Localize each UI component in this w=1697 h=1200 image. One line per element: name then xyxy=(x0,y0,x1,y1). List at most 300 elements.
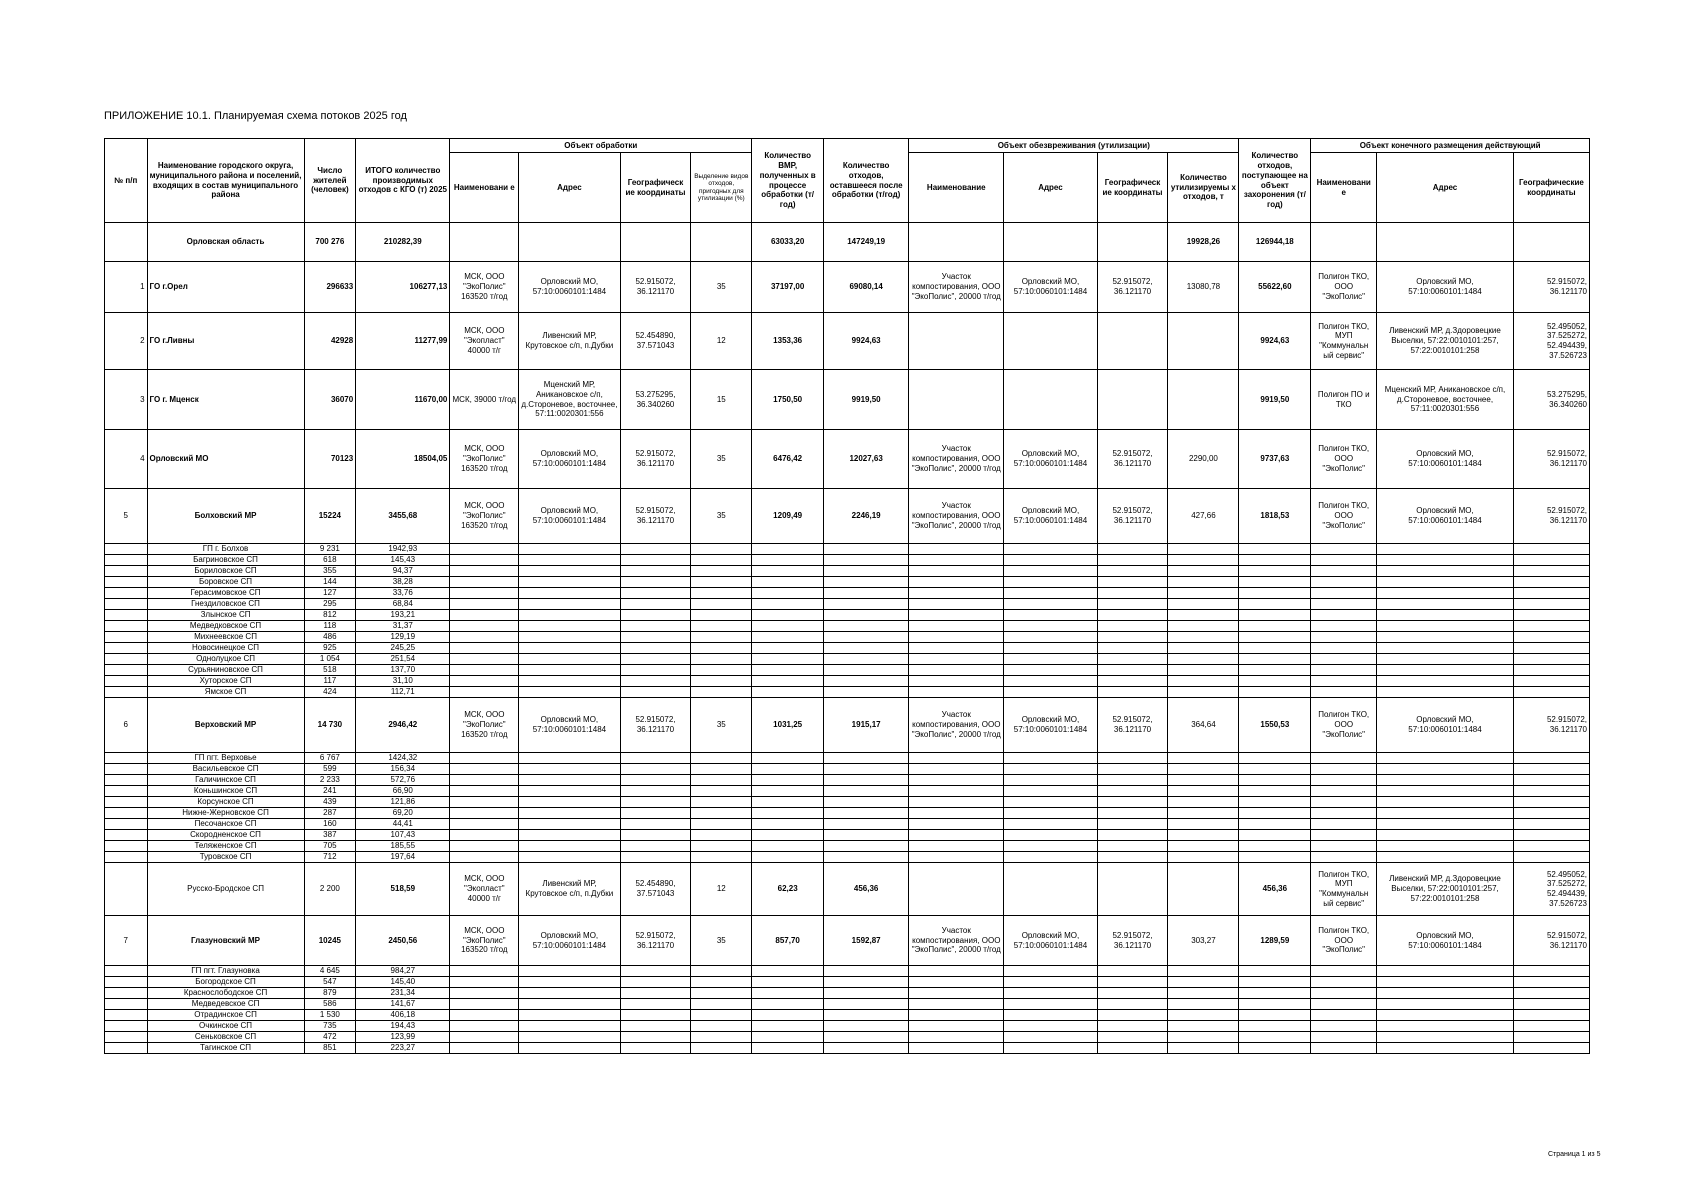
settlement-name: Злынское СП xyxy=(147,610,304,621)
disposal-qty: 1550,53 xyxy=(1239,698,1311,753)
settlement-row xyxy=(105,621,1590,632)
final-address: Орловский МО, 57:10:0060101:1484 xyxy=(1377,430,1514,489)
final-address: Орловский МО, 57:10:0060101:1484 xyxy=(1377,262,1514,313)
settlement-total: 406,18 xyxy=(356,1010,450,1021)
proc-address: Орловский МО, 57:10:0060101:1484 xyxy=(519,916,620,966)
row-name: ГО г. Мценск xyxy=(147,370,304,430)
settlement-total: 33,76 xyxy=(356,588,450,599)
final-address: Орловский МО, 57:10:0060101:1484 xyxy=(1377,489,1514,544)
settlement-name: Богородское СП xyxy=(147,977,304,988)
util-geo: 52.915072, 36.121170 xyxy=(1097,916,1168,966)
region-total: 210282,39 xyxy=(356,223,450,262)
settlement-pop: 160 xyxy=(304,819,356,830)
final-address: Орловский МО, 57:10:0060101:1484 xyxy=(1377,916,1514,966)
settlement-total: 251,54 xyxy=(356,654,450,665)
settlement-pop: 1 054 xyxy=(304,654,356,665)
util-qty: 303,27 xyxy=(1168,916,1239,966)
settlement-name: Ямское СП xyxy=(147,687,304,698)
row-vmr: 6476,42 xyxy=(752,430,824,489)
final-geo: 52.915072, 36.121170 xyxy=(1513,262,1589,313)
settlement-pop: 241 xyxy=(304,786,356,797)
settlement-total: 1424,32 xyxy=(356,753,450,764)
row-remain: 12027,63 xyxy=(824,430,909,489)
final-name: Полигон ТКО, МУП "Коммунальн ый сервис" xyxy=(1311,863,1377,916)
region-name: Орловская область xyxy=(147,223,304,262)
settlement-total: 193,21 xyxy=(356,610,450,621)
disposal-qty: 9924,63 xyxy=(1239,313,1311,370)
row-num: 7 xyxy=(105,916,148,966)
row-remain: 1915,17 xyxy=(824,698,909,753)
util-address: Орловский МО, 57:10:0060101:1484 xyxy=(1004,698,1097,753)
group-header-utilization: Объект обезвреживания (утилизации) xyxy=(909,139,1239,153)
settlement-total: 107,43 xyxy=(356,830,450,841)
settlement-row xyxy=(105,610,1590,621)
table-row xyxy=(105,863,1590,916)
settlement-name: Туровское СП xyxy=(147,852,304,863)
settlement-name: Теляженское СП xyxy=(147,841,304,852)
row-remain: 69080,14 xyxy=(824,262,909,313)
settlement-name: Песочанское СП xyxy=(147,819,304,830)
disposal-qty: 55622,60 xyxy=(1239,262,1311,313)
util-name: Участок компостирования, ООО "ЭкоПолис", 20000 т/год xyxy=(909,916,1004,966)
settlement-row xyxy=(105,988,1590,999)
util-name: Участок компостирования, ООО "ЭкоПолис", 20000 т/год xyxy=(909,430,1004,489)
proc-address: Орловский МО, 57:10:0060101:1484 xyxy=(519,262,620,313)
glazun-settlements xyxy=(105,966,1590,1054)
proc-address: Орловский МО, 57:10:0060101:1484 xyxy=(519,489,620,544)
settlement-pop: 439 xyxy=(304,797,356,808)
bolkhov-settlements xyxy=(105,544,1590,698)
col-header-num: № п/п xyxy=(105,139,148,223)
col-header-util-geo: Географическ ие координаты xyxy=(1097,153,1168,223)
row-total: 11277,99 xyxy=(356,313,450,370)
proc-name: МСК, 39000 т/год xyxy=(450,370,519,430)
settlement-name: Герасимовское СП xyxy=(147,588,304,599)
util-name: Участок компостирования, ООО "ЭкоПолис", 20000 т/год xyxy=(909,698,1004,753)
settlement-total: 145,43 xyxy=(356,555,450,566)
util-geo: 52.915072, 36.121170 xyxy=(1097,698,1168,753)
final-name: Полигон ТКО, ООО "ЭкоПолис" xyxy=(1311,262,1377,313)
settlement-row xyxy=(105,797,1590,808)
row-vmr: 1353,36 xyxy=(752,313,824,370)
settlement-pop: 287 xyxy=(304,808,356,819)
proc-selection: 35 xyxy=(691,262,752,313)
proc-geo: 52.915072, 36.121170 xyxy=(620,262,691,313)
row-vmr: 1031,25 xyxy=(752,698,824,753)
settlement-total: 984,27 xyxy=(356,966,450,977)
settlement-name: Новосинецкое СП xyxy=(147,643,304,654)
col-header-proc-name: Наименовани е xyxy=(450,153,519,223)
final-geo: 52.495052, 37.525272, 52.494439, 37.526723 xyxy=(1513,313,1589,370)
proc-selection: 15 xyxy=(691,370,752,430)
settlement-row xyxy=(105,977,1590,988)
settlement-row xyxy=(105,819,1590,830)
row-pop: 14 730 xyxy=(304,698,356,753)
proc-name: МСК, ООО "ЭкоПолис" 163520 т/год xyxy=(450,262,519,313)
settlement-total: 69,20 xyxy=(356,808,450,819)
final-geo: 52.915072, 36.121170 xyxy=(1513,698,1589,753)
disposal-qty: 1818,53 xyxy=(1239,489,1311,544)
region-vmr: 63033,20 xyxy=(752,223,824,262)
waste-flow-table xyxy=(104,138,1590,1054)
proc-geo: 52.915072, 36.121170 xyxy=(620,916,691,966)
settlement-name: Однолуцкое СП xyxy=(147,654,304,665)
row-num: 5 xyxy=(105,489,148,544)
settlement-row xyxy=(105,566,1590,577)
proc-selection: 12 xyxy=(691,313,752,370)
settlement-pop: 144 xyxy=(304,577,356,588)
table-row xyxy=(105,430,1590,489)
row-name: Болховский МР xyxy=(147,489,304,544)
settlement-pop: 879 xyxy=(304,988,356,999)
row-total: 518,59 xyxy=(356,863,450,916)
region-disposal-qty: 126944,18 xyxy=(1239,223,1311,262)
proc-name: МСК, ООО "ЭкоПолис" 163520 т/год xyxy=(450,916,519,966)
settlement-pop: 2 233 xyxy=(304,775,356,786)
settlement-total: 129,19 xyxy=(356,632,450,643)
util-name: Участок компостирования, ООО "ЭкоПолис", 20000 т/год xyxy=(909,489,1004,544)
settlement-name: Корсунское СП xyxy=(147,797,304,808)
region-util-qty: 19928,26 xyxy=(1168,223,1239,262)
settlement-name: Краснослободское СП xyxy=(147,988,304,999)
settlement-name: Галичинское СП xyxy=(147,775,304,786)
settlement-total: 156,34 xyxy=(356,764,450,775)
settlement-row xyxy=(105,999,1590,1010)
settlement-total: 66,90 xyxy=(356,786,450,797)
disposal-qty: 456,36 xyxy=(1239,863,1311,916)
settlement-name: Нижне-Жерновское СП xyxy=(147,808,304,819)
settlement-pop: 599 xyxy=(304,764,356,775)
settlement-row xyxy=(105,599,1590,610)
proc-name: МСК, ООО "ЭкоПолис" 163520 т/год xyxy=(450,430,519,489)
settlement-name: Багриновское СП xyxy=(147,555,304,566)
col-header-proc-selection: Выделение видов отходов, пригодных для утилизации (%) xyxy=(691,153,752,223)
final-address: Ливенский МР, д.Здоровецкие Выселки, 57:22:0010101:257, 57:22:0010101:258 xyxy=(1377,313,1514,370)
final-name: Полигон ПО и ТКО xyxy=(1311,370,1377,430)
disposal-qty: 9919,50 xyxy=(1239,370,1311,430)
settlement-pop: 925 xyxy=(304,643,356,654)
final-geo: 52.915072, 36.121170 xyxy=(1513,430,1589,489)
settlement-pop: 712 xyxy=(304,852,356,863)
settlement-name: Сеньковское СП xyxy=(147,1032,304,1043)
settlement-total: 31,37 xyxy=(356,621,450,632)
settlement-total: 194,43 xyxy=(356,1021,450,1032)
settlement-row xyxy=(105,555,1590,566)
row-remain: 9919,50 xyxy=(824,370,909,430)
row-remain: 1592,87 xyxy=(824,916,909,966)
page-title: ПРИЛОЖЕНИЕ 10.1. Планируемая схема потоков 2025 год xyxy=(104,110,407,122)
row-remain: 9924,63 xyxy=(824,313,909,370)
settlement-pop: 547 xyxy=(304,977,356,988)
group-header-processing: Объект обработки xyxy=(450,139,752,153)
settlement-pop: 387 xyxy=(304,830,356,841)
region-remain: 147249,19 xyxy=(824,223,909,262)
settlement-row xyxy=(105,1043,1590,1054)
settlement-total: 112,71 xyxy=(356,687,450,698)
col-header-final-geo: Географические координаты xyxy=(1513,153,1589,223)
settlement-total: 572,76 xyxy=(356,775,450,786)
settlement-pop: 1 530 xyxy=(304,1010,356,1021)
row-pop: 296633 xyxy=(304,262,356,313)
row-num: 2 xyxy=(105,313,148,370)
proc-geo: 52.915072, 36.121170 xyxy=(620,430,691,489)
col-header-final-address: Адрес xyxy=(1377,153,1514,223)
final-geo: 53.275295, 36.340260 xyxy=(1513,370,1589,430)
util-address: Орловский МО, 57:10:0060101:1484 xyxy=(1004,262,1097,313)
col-header-pop: Число жителей (человек) xyxy=(304,139,356,223)
settlement-total: 141,67 xyxy=(356,999,450,1010)
settlement-pop: 472 xyxy=(304,1032,356,1043)
row-num: 4 xyxy=(105,430,148,489)
settlement-name: Сурьяниновское СП xyxy=(147,665,304,676)
settlement-pop: 127 xyxy=(304,588,356,599)
settlement-row xyxy=(105,1032,1590,1043)
settlement-row xyxy=(105,654,1590,665)
row-total: 106277,13 xyxy=(356,262,450,313)
disposal-qty: 1289,59 xyxy=(1239,916,1311,966)
settlement-pop: 486 xyxy=(304,632,356,643)
util-geo: 52.915072, 36.121170 xyxy=(1097,489,1168,544)
settlement-total: 68,84 xyxy=(356,599,450,610)
settlement-total: 245,25 xyxy=(356,643,450,654)
settlement-row xyxy=(105,841,1590,852)
row-total: 3455,68 xyxy=(356,489,450,544)
settlement-name: Бориловское СП xyxy=(147,566,304,577)
col-header-proc-geo: Географическ ие координаты xyxy=(620,153,691,223)
settlement-pop: 295 xyxy=(304,599,356,610)
settlement-name: Боровское СП xyxy=(147,577,304,588)
col-header-remain: Количество отходов, оставшееся после обработки (т/год) xyxy=(824,139,909,223)
row-pop: 70123 xyxy=(304,430,356,489)
settlement-name: Тагинское СП xyxy=(147,1043,304,1054)
proc-geo: 52.915072, 36.121170 xyxy=(620,698,691,753)
settlement-name: Скородненское СП xyxy=(147,830,304,841)
settlement-row xyxy=(105,577,1590,588)
final-address: Ливенский МР, д.Здоровецкие Выселки, 57:22:0010101:257, 57:22:0010101:258 xyxy=(1377,863,1514,916)
final-name: Полигон ТКО, ООО "ЭкоПолис" xyxy=(1311,489,1377,544)
util-address: Орловский МО, 57:10:0060101:1484 xyxy=(1004,489,1097,544)
proc-name: МСК, ООО "ЭкоПолис" 163520 т/год xyxy=(450,489,519,544)
row-name: Орловский МО xyxy=(147,430,304,489)
col-header-vmr: Количество ВМР, полученных в процессе обработки (т/год) xyxy=(752,139,824,223)
settlement-pop: 518 xyxy=(304,665,356,676)
settlement-name: Михнеевское СП xyxy=(147,632,304,643)
row-num: 6 xyxy=(105,698,148,753)
row-pop: 10245 xyxy=(304,916,356,966)
settlement-name: Очкинское СП xyxy=(147,1021,304,1032)
row-name: ГО г.Ливны xyxy=(147,313,304,370)
proc-address: Орловский МО, 57:10:0060101:1484 xyxy=(519,698,620,753)
settlement-row xyxy=(105,775,1590,786)
settlement-row xyxy=(105,808,1590,819)
settlement-name: Хуторское СП xyxy=(147,676,304,687)
settlement-name: Медведковское СП xyxy=(147,621,304,632)
settlement-pop: 735 xyxy=(304,1021,356,1032)
proc-name: МСК, ООО "Экопласт" 40000 т/г xyxy=(450,313,519,370)
row-total: 11670,00 xyxy=(356,370,450,430)
proc-selection: 35 xyxy=(691,698,752,753)
row-vmr: 1209,49 xyxy=(752,489,824,544)
row-vmr: 1750,50 xyxy=(752,370,824,430)
region-pop: 700 276 xyxy=(304,223,356,262)
final-geo: 52.915072, 36.121170 xyxy=(1513,916,1589,966)
col-header-total: ИТОГО количество производимых отходов с КГО (т) 2025 xyxy=(356,139,450,223)
settlement-name: Медведевское СП xyxy=(147,999,304,1010)
row-total: 18504,05 xyxy=(356,430,450,489)
verkhov-settlements xyxy=(105,753,1590,863)
settlement-total: 123,99 xyxy=(356,1032,450,1043)
row-name: Верховский МР xyxy=(147,698,304,753)
util-geo: 52.915072, 36.121170 xyxy=(1097,430,1168,489)
final-name: Полигон ТКО, ООО "ЭкоПолис" xyxy=(1311,430,1377,489)
settlement-pop: 424 xyxy=(304,687,356,698)
settlement-row xyxy=(105,852,1590,863)
table-row xyxy=(105,313,1590,370)
settlement-total: 145,40 xyxy=(356,977,450,988)
settlement-pop: 851 xyxy=(304,1043,356,1054)
row-pop: 42928 xyxy=(304,313,356,370)
settlement-total: 137,70 xyxy=(356,665,450,676)
table-row xyxy=(105,262,1590,313)
settlement-total: 121,86 xyxy=(356,797,450,808)
settlement-total: 1942,93 xyxy=(356,544,450,555)
util-qty: 2290,00 xyxy=(1168,430,1239,489)
proc-address: Ливенский МР, Крутовское с/п, п.Дубки xyxy=(519,863,620,916)
final-geo: 52.915072, 36.121170 xyxy=(1513,489,1589,544)
settlement-row xyxy=(105,544,1590,555)
row-pop: 36070 xyxy=(304,370,356,430)
proc-geo: 52.454890, 37.571043 xyxy=(620,863,691,916)
row-name: Русско-Бродское СП xyxy=(147,863,304,916)
settlement-pop: 9 231 xyxy=(304,544,356,555)
settlement-name: Васильевское СП xyxy=(147,764,304,775)
proc-name: МСК, ООО "ЭкоПолис" 163520 т/год xyxy=(450,698,519,753)
settlement-row xyxy=(105,665,1590,676)
settlement-row xyxy=(105,643,1590,654)
table-row xyxy=(105,698,1590,753)
row-name: ГО г.Орел xyxy=(147,262,304,313)
settlement-row xyxy=(105,1010,1590,1021)
col-header-util-qty: Количество утилизируемы х отходов, т xyxy=(1168,153,1239,223)
settlement-name: Отрадинское СП xyxy=(147,1010,304,1021)
util-geo: 52.915072, 36.121170 xyxy=(1097,262,1168,313)
proc-selection: 35 xyxy=(691,916,752,966)
row-vmr: 857,70 xyxy=(752,916,824,966)
settlement-pop: 118 xyxy=(304,621,356,632)
util-address: Орловский МО, 57:10:0060101:1484 xyxy=(1004,430,1097,489)
settlement-total: 31,10 xyxy=(356,676,450,687)
proc-geo: 53.275295, 36.340260 xyxy=(620,370,691,430)
settlement-row xyxy=(105,830,1590,841)
util-qty: 13080,78 xyxy=(1168,262,1239,313)
proc-geo: 52.915072, 36.121170 xyxy=(620,489,691,544)
settlement-pop: 117 xyxy=(304,676,356,687)
row-vmr: 62,23 xyxy=(752,863,824,916)
proc-geo: 52.454890, 37.571043 xyxy=(620,313,691,370)
settlement-row xyxy=(105,632,1590,643)
final-geo: 52.495052, 37.525272, 52.494439, 37.526723 xyxy=(1513,863,1589,916)
settlement-total: 197,64 xyxy=(356,852,450,863)
col-header-disposal-qty: Количество отходов, поступающее на объект захоронения (т/год) xyxy=(1239,139,1311,223)
settlement-name: Коньшинское СП xyxy=(147,786,304,797)
settlement-pop: 355 xyxy=(304,566,356,577)
region-total-row xyxy=(105,223,1590,262)
util-name: Участок компостирования, ООО "ЭкоПолис", 20000 т/год xyxy=(909,262,1004,313)
row-num: 1 xyxy=(105,262,148,313)
row-total: 2946,42 xyxy=(356,698,450,753)
row-vmr: 37197,00 xyxy=(752,262,824,313)
settlement-row xyxy=(105,1021,1590,1032)
settlement-total: 38,28 xyxy=(356,577,450,588)
col-header-util-name: Наименование xyxy=(909,153,1004,223)
settlement-pop: 812 xyxy=(304,610,356,621)
settlement-name: Гнездиловское СП xyxy=(147,599,304,610)
disposal-qty: 9737,63 xyxy=(1239,430,1311,489)
col-header-proc-address: Адрес xyxy=(519,153,620,223)
proc-selection: 35 xyxy=(691,489,752,544)
settlement-total: 231,34 xyxy=(356,988,450,999)
settlement-pop: 705 xyxy=(304,841,356,852)
proc-selection: 35 xyxy=(691,430,752,489)
row-pop: 2 200 xyxy=(304,863,356,916)
settlement-row xyxy=(105,676,1590,687)
settlement-name: ГП пгт. Глазуновка xyxy=(147,966,304,977)
settlement-row xyxy=(105,786,1590,797)
settlement-row xyxy=(105,588,1590,599)
row-total: 2450,56 xyxy=(356,916,450,966)
settlement-total: 223,27 xyxy=(356,1043,450,1054)
final-address: Орловский МО, 57:10:0060101:1484 xyxy=(1377,698,1514,753)
row-remain: 2246,19 xyxy=(824,489,909,544)
settlement-total: 44,41 xyxy=(356,819,450,830)
table-row xyxy=(105,370,1590,430)
row-num: 3 xyxy=(105,370,148,430)
settlement-row xyxy=(105,764,1590,775)
settlement-name: ГП пгт. Верховье xyxy=(147,753,304,764)
final-name: Полигон ТКО, ООО "ЭкоПолис" xyxy=(1311,698,1377,753)
settlement-total: 94,37 xyxy=(356,566,450,577)
final-address: Мценский МР, Аникановское с/п, д.Стороневое, восточнее, 57:11:0020301:556 xyxy=(1377,370,1514,430)
util-qty: 427,66 xyxy=(1168,489,1239,544)
settlement-row xyxy=(105,966,1590,977)
util-qty: 364,64 xyxy=(1168,698,1239,753)
settlement-total: 185,55 xyxy=(356,841,450,852)
settlement-pop: 618 xyxy=(304,555,356,566)
proc-selection: 12 xyxy=(691,863,752,916)
settlement-pop: 586 xyxy=(304,999,356,1010)
col-header-final-name: Наименовани е xyxy=(1311,153,1377,223)
col-header-name: Наименование городского округа, муниципального района и поселений, входящих в состав муниципального района xyxy=(147,139,304,223)
row-pop: 15224 xyxy=(304,489,356,544)
final-name: Полигон ТКО, ООО "ЭкоПолис" xyxy=(1311,916,1377,966)
proc-address: Ливенский МР, Крутовское с/п, п.Дубки xyxy=(519,313,620,370)
final-name: Полигон ТКО, МУП "Коммунальн ый сервис" xyxy=(1311,313,1377,370)
proc-name: МСК, ООО "Экопласт" 40000 т/г xyxy=(450,863,519,916)
settlement-pop: 4 645 xyxy=(304,966,356,977)
table-row xyxy=(105,489,1590,544)
proc-address: Орловский МО, 57:10:0060101:1484 xyxy=(519,430,620,489)
util-address: Орловский МО, 57:10:0060101:1484 xyxy=(1004,916,1097,966)
settlement-pop: 6 767 xyxy=(304,753,356,764)
settlement-name: ГП г. Болхов xyxy=(147,544,304,555)
group-header-final: Объект конечного размещения действующий xyxy=(1311,139,1590,153)
row-name: Глазуновский МР xyxy=(147,916,304,966)
settlement-row xyxy=(105,687,1590,698)
col-header-util-address: Адрес xyxy=(1004,153,1097,223)
proc-address: Мценский МР, Аникановское с/п, д.Стороневое, восточнее, 57:11:0020301:556 xyxy=(519,370,620,430)
table-row xyxy=(105,916,1590,966)
page-number: Страница 1 из 5 xyxy=(1548,1151,1601,1158)
